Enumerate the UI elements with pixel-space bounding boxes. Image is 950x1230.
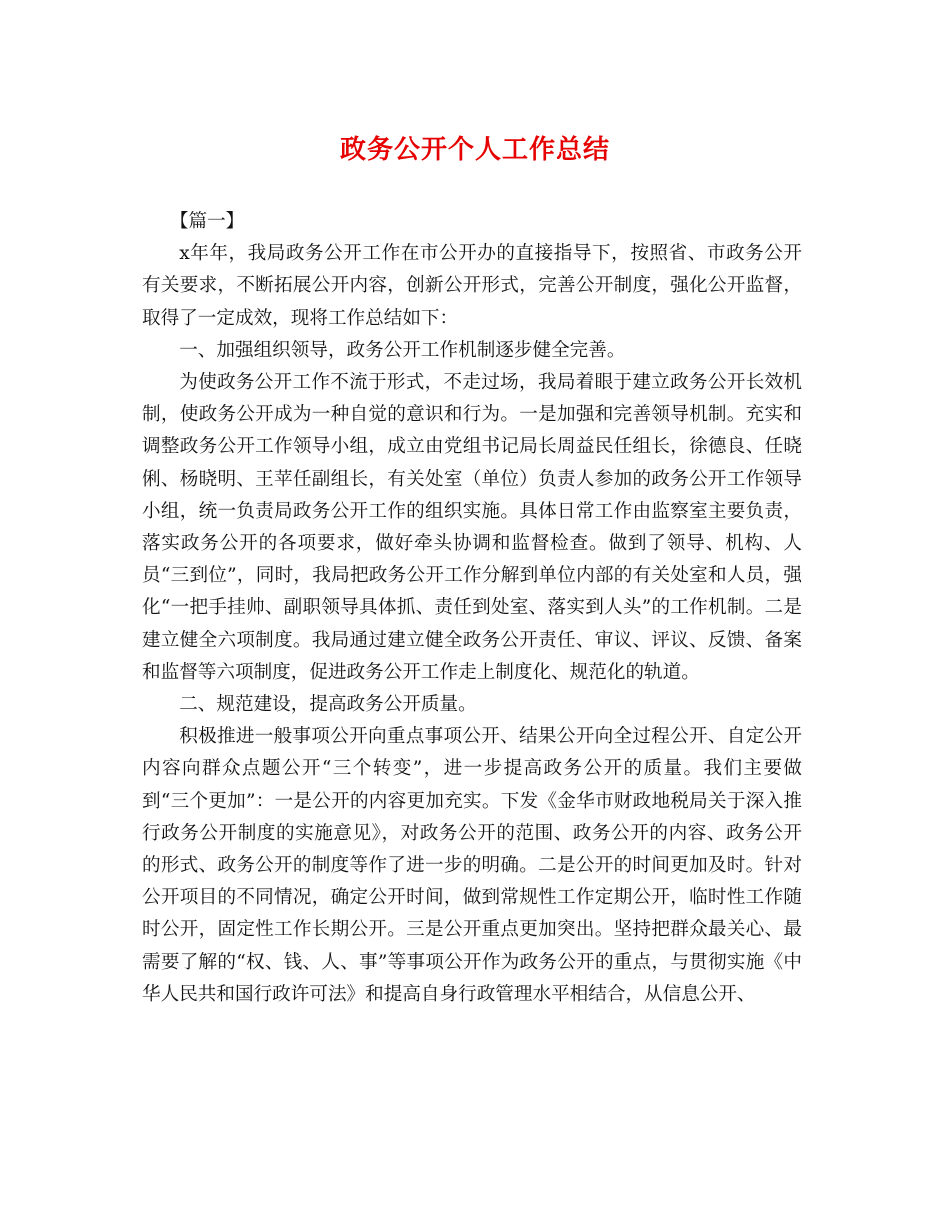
section-tag: 【篇一】 xyxy=(169,211,245,232)
intro-paragraph: x年年，我局政务公开工作在市公开办的直接指导下，按照省、市政务公开有关要求，不断拓展公开内容，创新公开形式，完善公开制度，强化公开监督，取得了一定成效，现将工作总结如下： xyxy=(142,243,802,329)
document-body xyxy=(142,206,802,1011)
section-body-2: 积极推进一般事项公开向重点事项公开、结果公开向全过程公开、自定公开内容向群众点题公开“三个转变”，进一步提高政务公开的质量。我们主要做到“三个更加”：一是公开的内容更加充实。下发《金华市财政地税局关于深入推行政务公开制度的实施意见》，对政务公开的范围、政务公开的内容、政务公开的形式、政务公开的制度等作了进一步的明确。二是公开的时间更加及时。针对公开项目的不同情况，确定公开时间，做到常规性工作定期公开，临时性工作随时公开，固定性工作长期公开。三是公开重点更加突出。坚持把群众最关心、最需要了解的“权、钱、人、事”等事项公开作为政务公开的重点，与贯彻实施《中华人民共和国行政许可法》和提高自身行政管理水平相结合，从信息公开、 xyxy=(142,726,802,1005)
document-title: 政务公开个人工作总结 xyxy=(339,135,610,165)
section-body-1: 为使政务公开工作不流于形式，不走过场，我局着眼于建立政务公开长效机制，使政务公开成为一种自觉的意识和行为。一是加强和完善领导机制。充实和调整政务公开工作领导小组，成立由党组书记局长周益民任组长，徐德良、任晓俐、杨晓明、王苹任副组长，有关处室（单位）负责人参加的政务公开工作领导小组，统一负责局政务公开工作的组织实施。具体日常工作由监察室主要负责，落实政务公开的各项要求，做好牵头协调和监督检查。做到了领导、机构、人员“三到位”，同时，我局把政务公开工作分解到单位内部的有关处室和人员，强化“一把手挂帅、副职领导具体抓、责任到处室、落实到人头”的工作机制。二是建立健全六项制度。我局通过建立健全政务公开责任、审议、评议、反馈、备案和监督等六项制度，促进政务公开工作走上制度化、规范化的轨道。 xyxy=(142,372,802,683)
section-heading-1: 一、加强组织领导，政务公开工作机制逐步健全完善。 xyxy=(179,339,626,361)
section-heading-2: 二、规范建设，提高政务公开质量。 xyxy=(179,694,477,716)
